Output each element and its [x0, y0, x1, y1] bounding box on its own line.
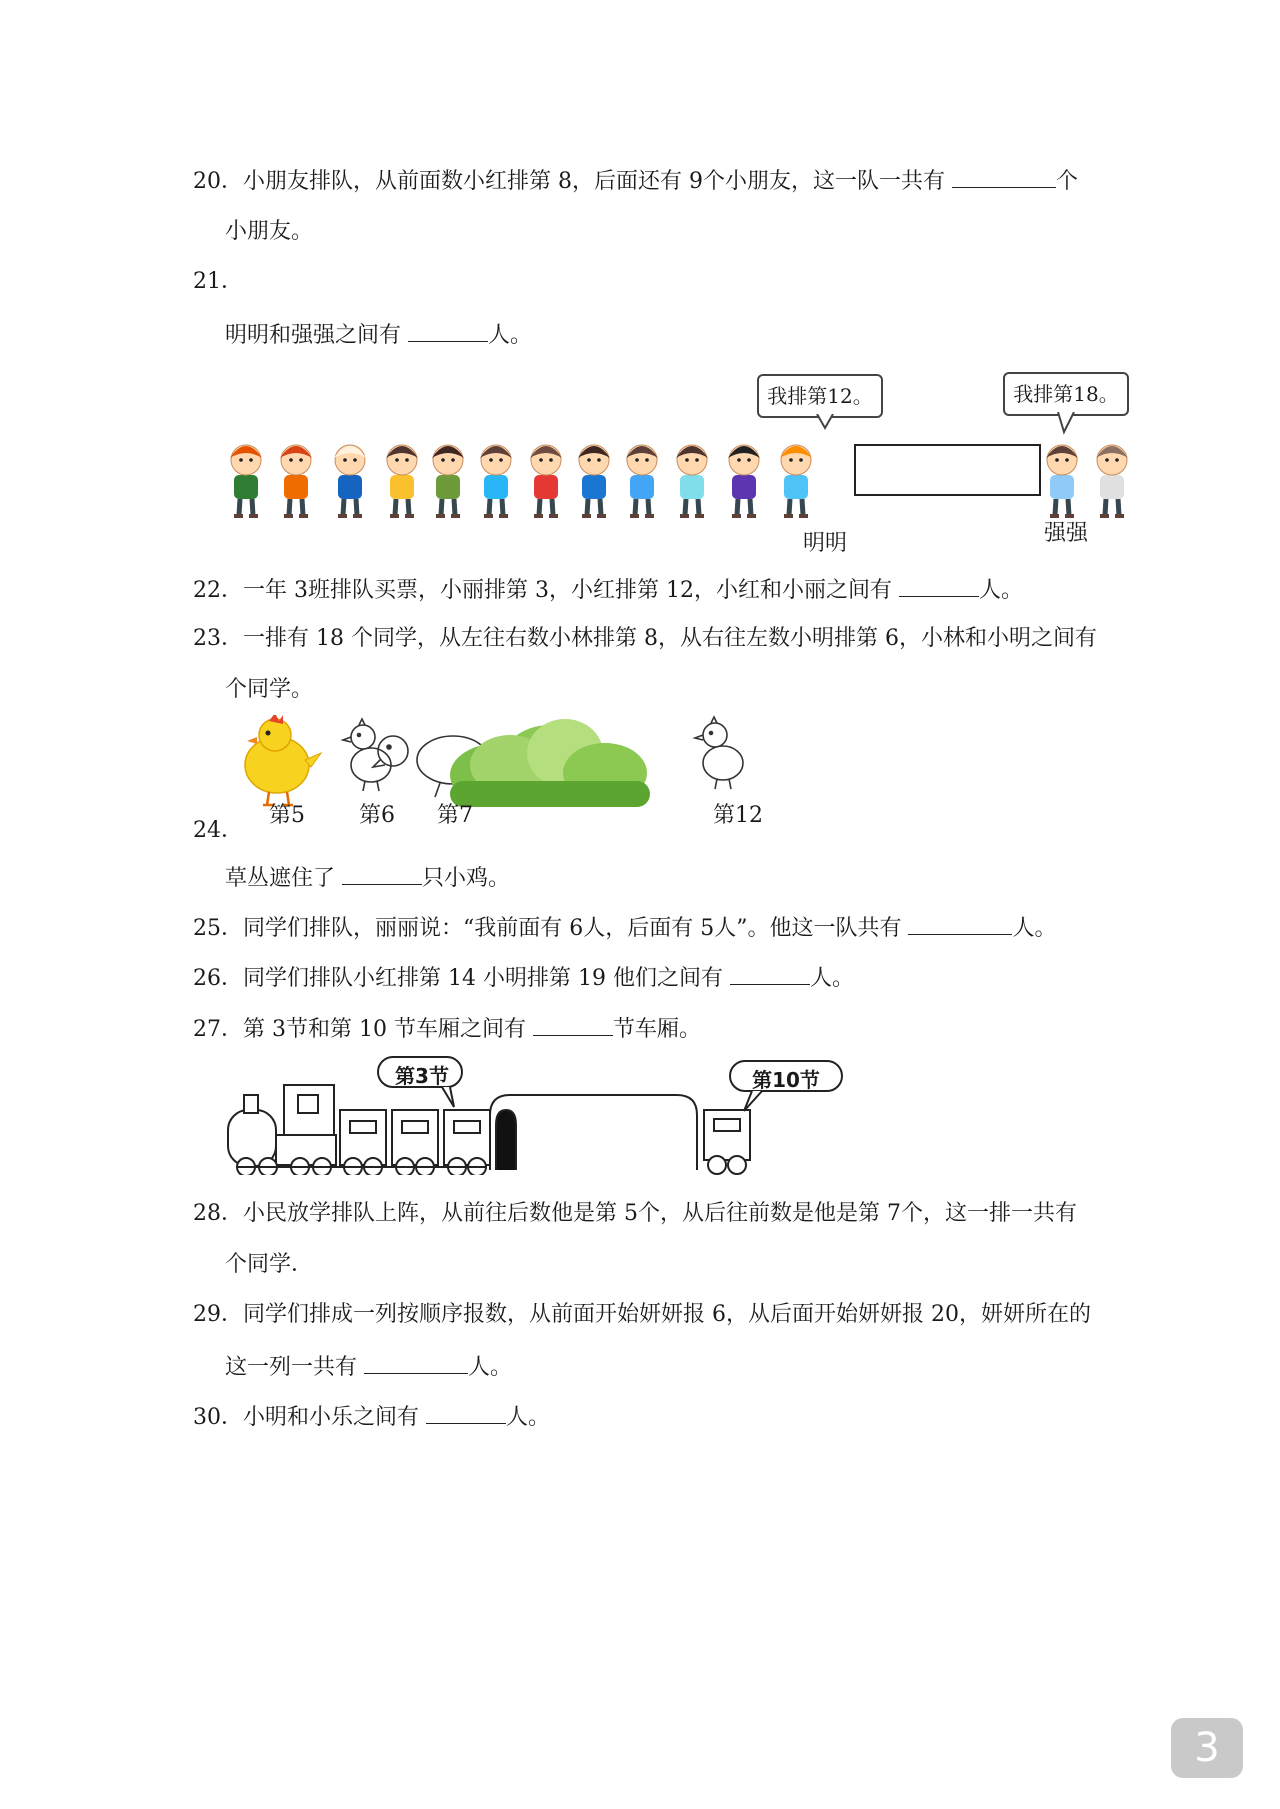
question-26	[193, 962, 854, 994]
question-text: 草丛遮住了	[225, 866, 342, 891]
question-21	[225, 319, 532, 351]
child-figure-icon	[676, 445, 708, 516]
tag-car-3-label: 第3节	[395, 1064, 449, 1088]
question-number: 30．	[193, 1405, 243, 1430]
question-text: 小明和小乐之间有	[243, 1405, 426, 1430]
question-25	[193, 912, 1057, 944]
question-text-after: 只小鸡。	[422, 866, 511, 891]
yellow-chick-icon	[245, 715, 321, 805]
child-figure-icon	[626, 445, 658, 516]
question-29-cont	[225, 1351, 512, 1383]
question-text: 明明和强强之间有	[225, 323, 408, 348]
question-24	[225, 862, 510, 894]
question-text-after: 人。	[506, 1405, 551, 1430]
question-23-cont: 个同学。	[225, 677, 314, 702]
answer-blank[interactable]	[908, 912, 1012, 935]
page-number-badge: 3	[1171, 1718, 1243, 1778]
question-text: 小朋友排队，从前面数小红排第 8，后面还有 9个小朋友，这一队一共有	[243, 169, 952, 194]
answer-blank[interactable]	[899, 574, 979, 597]
label-mingming: 明明	[803, 531, 848, 556]
label-qiangqiang: 强强	[1044, 521, 1089, 546]
chick-label-6: 第6	[359, 803, 395, 828]
bubble-tail-icon	[1056, 412, 1076, 436]
question-text: 第 3节和第 10 节车厢之间有	[243, 1017, 533, 1042]
question-28	[193, 1199, 1077, 1229]
question-text-after: 人。	[978, 578, 1023, 603]
child-figure-icon	[480, 445, 512, 516]
speech-bubble-mingming: 我排第12。	[757, 374, 883, 418]
question-number: 26．	[193, 966, 243, 991]
question-24-number: 24．	[193, 818, 243, 843]
question-text-after: 人。	[1012, 916, 1057, 941]
chick-label-12: 第12	[713, 803, 763, 828]
train-car-10-icon	[704, 1110, 750, 1160]
answer-blank[interactable]	[426, 1401, 506, 1424]
question-22	[193, 574, 1023, 606]
child-figure-icon	[1046, 445, 1078, 516]
question-number: 29．	[193, 1302, 243, 1327]
question-number: 20．	[193, 169, 243, 194]
question-number: 28．	[193, 1201, 243, 1226]
hidden-children-box	[855, 445, 1040, 495]
train-car-icon	[340, 1110, 386, 1165]
child-figure-icon	[432, 445, 464, 516]
question-27	[193, 1013, 701, 1045]
question-number: 27．	[193, 1017, 243, 1042]
question-text-after: 个	[1055, 169, 1078, 194]
chicks-illustration	[235, 715, 775, 815]
question-number: 22．	[193, 578, 243, 603]
tag-car-10-label: 第10节	[752, 1068, 820, 1092]
question-text: 同学们排队，丽丽说：“我前面有 6人，后面有 5人”。他这一队共有	[243, 916, 909, 941]
answer-blank[interactable]	[730, 962, 810, 985]
question-text: 这一列一共有	[225, 1355, 364, 1380]
chick-label-7: 第7	[437, 803, 473, 828]
question-text: 同学们排队小红排第 14 小明排第 19 他们之间有	[243, 966, 730, 991]
question-number: 23．	[193, 626, 243, 651]
question-23	[193, 624, 1097, 654]
outline-chick-icon	[695, 717, 743, 789]
question-29	[193, 1300, 1091, 1330]
train-car-3-icon	[444, 1110, 490, 1165]
train-car-icon	[392, 1110, 438, 1165]
child-figure-icon	[386, 445, 418, 516]
question-20-cont: 小朋友。	[225, 219, 314, 244]
question-text-after: 节车厢。	[612, 1017, 701, 1042]
bubble-tail-icon	[815, 414, 835, 432]
question-20	[193, 165, 1078, 197]
answer-blank[interactable]	[533, 1013, 613, 1036]
tunnel-icon	[490, 1095, 697, 1170]
question-21-number: 21．	[193, 269, 243, 294]
answer-blank[interactable]	[408, 319, 488, 342]
child-figure-icon	[578, 445, 610, 516]
question-text: 一排有 18 个同学，从左往右数小林排第 8，从右往左数小明排第 6，小林和小明之间有	[243, 626, 1097, 651]
child-figure-icon	[780, 445, 812, 516]
question-text-after: 人。	[809, 966, 854, 991]
question-text-after: 人。	[468, 1355, 513, 1380]
question-28-cont: 个同学．	[225, 1252, 314, 1277]
child-figure-icon	[280, 445, 312, 516]
question-text: 同学们排成一列按顺序报数，从前面开始妍妍报 6，从后面开始妍妍报 20，妍妍所在的	[243, 1302, 1091, 1327]
bush-icon	[450, 719, 650, 807]
outline-chick-icon	[343, 719, 391, 791]
child-figure-icon	[334, 445, 366, 516]
question-text-after: 人。	[488, 323, 533, 348]
child-figure-icon	[230, 445, 262, 516]
question-text: 一年 3班排队买票，小丽排第 3，小红排第 12，小红和小丽之间有	[243, 578, 899, 603]
question-30	[193, 1401, 550, 1433]
answer-blank[interactable]	[364, 1351, 468, 1374]
chick-label-5: 第5	[269, 803, 305, 828]
child-figure-icon	[1096, 445, 1128, 516]
answer-blank[interactable]	[342, 862, 422, 885]
question-number: 25．	[193, 916, 243, 941]
question-text: 小民放学排队上阵，从前往后数他是第 5个，从后往前数是他是第 7个，这一排一共有	[243, 1201, 1077, 1226]
child-figure-icon	[728, 445, 760, 516]
speech-bubble-qiangqiang: 我排第18。	[1003, 372, 1129, 416]
answer-blank[interactable]	[952, 165, 1056, 188]
child-figure-icon	[530, 445, 562, 516]
